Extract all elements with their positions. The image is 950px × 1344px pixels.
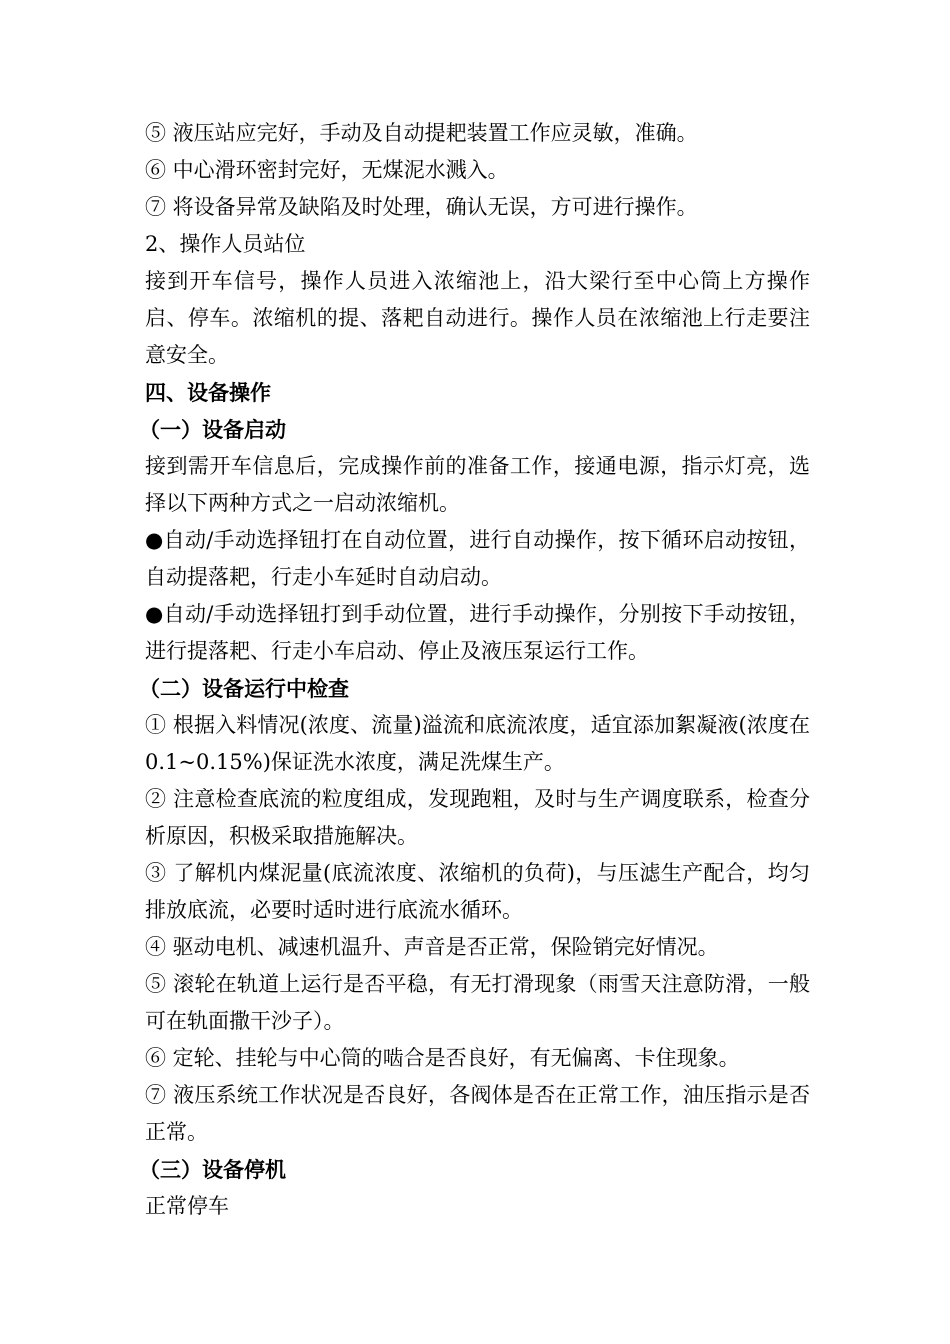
paragraph-16: ⑤ 滚轮在轨道上运行是否平稳，有无打滑现象（雨雪天注意防滑，一般可在轨面撒干沙子）。 bbox=[145, 972, 810, 1033]
subsection-heading-1: （一）设备启动 bbox=[139, 417, 286, 442]
paragraph-4: 2、操作人员站位 bbox=[145, 232, 306, 256]
section-heading: 四、设备操作 bbox=[145, 380, 271, 405]
paragraph-17: ⑥ 定轮、挂轮与中心筒的啮合是否良好，有无偏离、卡住现象。 bbox=[145, 1046, 740, 1070]
paragraph-15: ④ 驱动电机、减速机温升、声音是否正常，保险销完好情况。 bbox=[145, 935, 719, 959]
paragraph-2: ⑥ 中心滑环密封完好，无煤泥水溅入。 bbox=[145, 158, 509, 182]
paragraph-18: ⑦ 液压系统工作状况是否良好，各阀体是否在正常工作，油压指示是否正常。 bbox=[145, 1083, 810, 1144]
paragraph-3: ⑦ 将设备异常及缺陷及时处理，确认无误，方可进行操作。 bbox=[145, 195, 698, 219]
paragraph-9: ●自动/手动选择钮打在自动位置，进行自动操作，按下循环启动按钮，自动提落耙，行走小车延时自动启动。 bbox=[145, 528, 810, 589]
document-body bbox=[139, 115, 810, 1225]
paragraph-20: 正常停车 bbox=[145, 1194, 229, 1218]
paragraph-8: 接到需开车信息后，完成操作前的准备工作，接通电源，指示灯亮，选择以下两种方式之一启动浓缩机。 bbox=[145, 454, 810, 515]
subsection-heading-2: （二）设备运行中检查 bbox=[139, 676, 349, 701]
paragraph-1: ⑤ 液压站应完好，手动及自动提耙装置工作应灵敏，准确。 bbox=[145, 121, 698, 145]
paragraph-10: ●自动/手动选择钮打到手动位置，进行手动操作，分别按下手动按钮，进行提落耙、行走小车启动、停止及液压泵运行工作。 bbox=[145, 602, 810, 663]
paragraph-12: ① 根据入料情况(浓度、流量)溢流和底流浓度，适宜添加絮凝液(浓度在 0.1~0.15%)保证洗水浓度，满足洗煤生产。 bbox=[145, 713, 810, 774]
paragraph-13: ② 注意检查底流的粒度组成，发现跑粗，及时与生产调度联系，检查分析原因，积极采取措施解决。 bbox=[145, 787, 810, 848]
paragraph-14: ③ 了解机内煤泥量(底流浓度、浓缩机的负荷)，与压滤生产配合，均匀排放底流，必要时适时进行底流水循环。 bbox=[145, 861, 810, 922]
subsection-heading-3: （三）设备停机 bbox=[139, 1157, 286, 1182]
paragraph-5: 接到开车信号，操作人员进入浓缩池上，沿大梁行至中心筒上方操作启、停车。浓缩机的提、落耙自动进行。操作人员在浓缩池上行走要注意安全。 bbox=[145, 269, 810, 367]
